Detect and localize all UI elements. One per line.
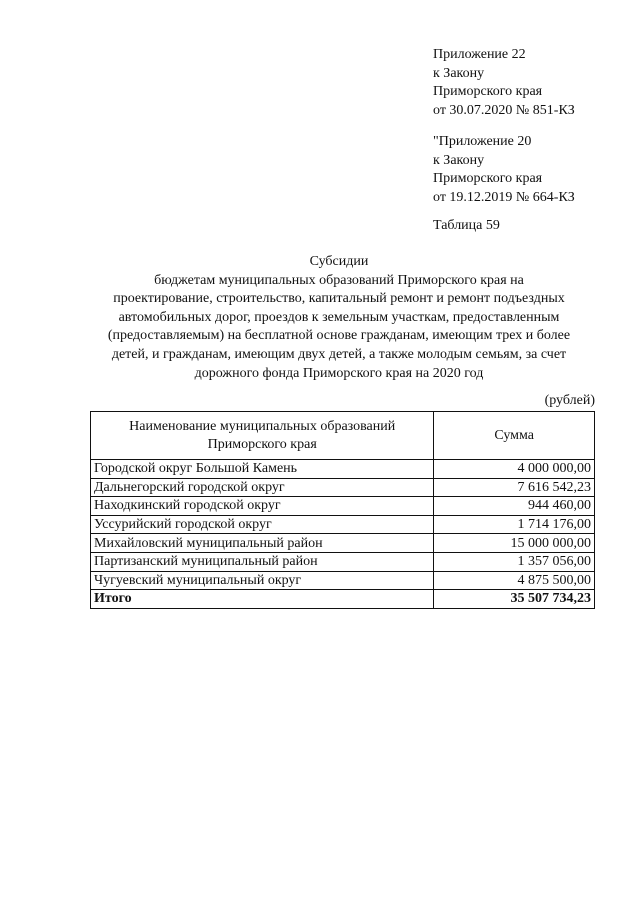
table-number: Таблица 59: [433, 218, 500, 233]
row-sum: 4 000 000,00: [434, 460, 595, 479]
table-row: [91, 460, 595, 479]
appendix-law-line: к Закону: [433, 65, 485, 81]
header-name: Наименование муниципальных образований Приморского края: [91, 412, 434, 460]
appendix-original-reference: [433, 133, 623, 207]
table-row: [91, 478, 595, 497]
row-name: Дальнегорский городской округ: [91, 478, 434, 497]
appendix-law-line: к Закону: [433, 152, 485, 168]
row-sum: 1 714 176,00: [434, 515, 595, 534]
title-line: бюджетам муниципальных образований Приморского края на: [154, 272, 524, 288]
total-label: Итого: [91, 590, 434, 609]
title-line: дорожного фонда Приморского края на 2020 год: [194, 365, 484, 381]
title-line: детей, и гражданам, имеющим двух детей, а также молодым семьям, за счет: [111, 346, 567, 362]
row-sum: 4 875 500,00: [434, 571, 595, 590]
row-sum: 1 357 056,00: [434, 552, 595, 571]
table-row: [91, 515, 595, 534]
row-name: Уссурийский городской округ: [91, 515, 434, 534]
appendix-region-line: Приморского края: [433, 171, 543, 186]
row-sum: 7 616 542,23: [434, 478, 595, 497]
title-line: Субсидии: [309, 254, 369, 269]
header-sum: Сумма: [434, 412, 595, 460]
table-row: [91, 552, 595, 571]
table-row: [91, 571, 595, 590]
title-line: проектирование, строительство, капитальный ремонт и ремонт подъездных: [113, 291, 565, 307]
appendix-region-line: Приморского края: [433, 84, 543, 99]
subsidy-table: [90, 411, 595, 609]
table-row: [91, 534, 595, 553]
row-name: Партизанский муниципальный район: [91, 552, 434, 571]
row-name: Чугуевский муниципальный округ: [91, 571, 434, 590]
appendix-date-line: от 30.07.2020 № 851-КЗ: [433, 102, 575, 118]
appendix-date-line: от 19.12.2019 № 664-КЗ: [433, 189, 575, 205]
table-total-row: [91, 590, 595, 609]
appendix-title: "Приложение 20: [433, 134, 532, 149]
title-line: автомобильных дорог, проездов к земельным участкам, предоставленным: [118, 309, 560, 325]
row-name: Михайловский муниципальный район: [91, 534, 434, 553]
total-sum: 35 507 734,23: [434, 590, 595, 609]
document-title: [80, 253, 598, 383]
title-line: (предоставляемым) на бесплатной основе гражданам, имеющим трех и более: [107, 328, 571, 344]
table-row: [91, 497, 595, 516]
row-name: Находкинский городской округ: [91, 497, 434, 516]
appendix-current-reference: [433, 46, 623, 120]
unit-note: (рублей): [544, 393, 595, 408]
row-name: Городской округ Большой Камень: [91, 460, 434, 479]
row-sum: 15 000 000,00: [434, 534, 595, 553]
table-header-row: [91, 412, 595, 460]
appendix-title: Приложение 22: [433, 47, 526, 62]
row-sum: 944 460,00: [434, 497, 595, 516]
